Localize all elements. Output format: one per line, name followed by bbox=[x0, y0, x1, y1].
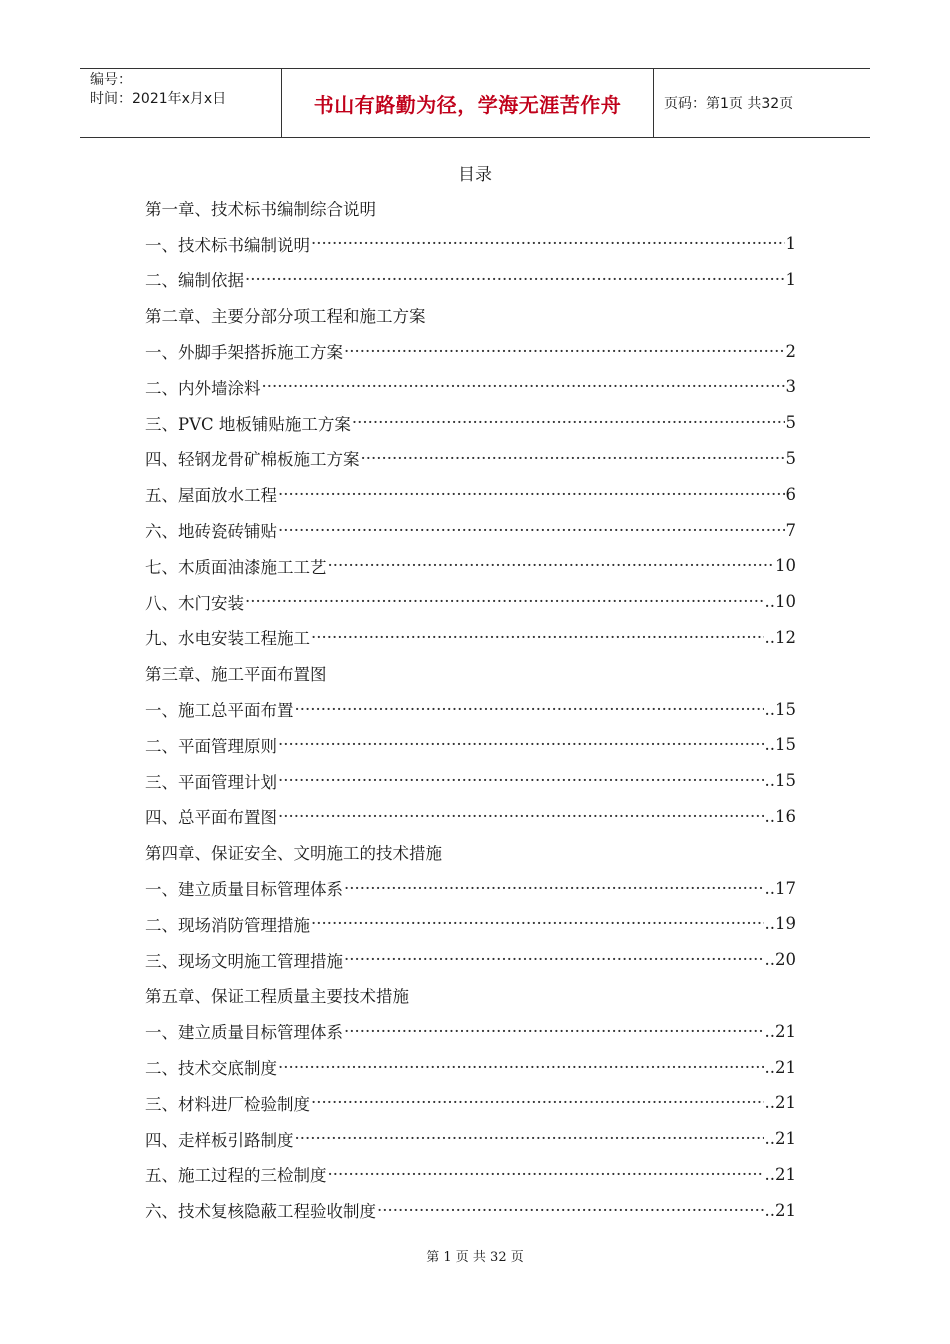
toc-leader-dots bbox=[245, 270, 785, 289]
toc-entry-page: ..19 bbox=[764, 914, 796, 934]
toc-entry-label: 一、技术标书编制说明 bbox=[145, 235, 310, 255]
toc-entry-label: 八、木门安装 bbox=[145, 593, 244, 613]
toc-chapter-heading bbox=[145, 655, 796, 691]
toc-entry bbox=[145, 1085, 796, 1121]
toc-entry-label: 三、平面管理计划 bbox=[145, 772, 277, 792]
toc-leader-dots bbox=[311, 234, 785, 253]
toc-entry-page: ..20 bbox=[764, 950, 796, 970]
toc-entry-page: ..16 bbox=[764, 806, 796, 826]
toc-entry-label: 四、总平面布置图 bbox=[145, 808, 277, 828]
toc-leader-dots bbox=[377, 1201, 764, 1220]
page-footer: 第 1 页 共 32 页 bbox=[426, 1250, 524, 1265]
toc-entry bbox=[145, 727, 796, 763]
toc-leader-dots bbox=[278, 807, 764, 826]
toc-entry-page: 2 bbox=[785, 341, 796, 361]
header-page-info: 页码：第1页 共32页 bbox=[664, 96, 794, 112]
toc-entry-label: 第三章、施工平面布置图 bbox=[145, 665, 327, 685]
toc-entry bbox=[145, 1121, 796, 1157]
toc-chapter-heading bbox=[145, 190, 796, 226]
table-of-contents bbox=[145, 190, 796, 1228]
toc-entry bbox=[145, 942, 796, 978]
toc-entry-page: ..10 bbox=[764, 592, 796, 612]
toc-entry-label: 六、技术复核隐蔽工程验收制度 bbox=[145, 1202, 376, 1222]
toc-entry-page: 6 bbox=[785, 484, 796, 504]
toc-entry-label: 一、建立质量目标管理体系 bbox=[145, 1023, 343, 1043]
toc-leader-dots bbox=[344, 1022, 764, 1041]
toc-entry-label: 第一章、技术标书编制综合说明 bbox=[145, 199, 376, 219]
toc-entry-label: 七、木质面油漆施工工艺 bbox=[145, 557, 327, 577]
toc-entry bbox=[145, 405, 796, 441]
toc-entry-label: 一、外脚手架搭拆施工方案 bbox=[145, 343, 343, 363]
toc-entry-label: 九、水电安装工程施工 bbox=[145, 629, 310, 649]
toc-leader-dots bbox=[344, 950, 764, 969]
toc-entry-page: 5 bbox=[785, 448, 796, 468]
header-meta bbox=[80, 69, 282, 137]
toc-entry bbox=[145, 369, 796, 405]
toc-entry bbox=[145, 763, 796, 799]
toc-entry-label: 二、平面管理原则 bbox=[145, 736, 277, 756]
toc-entry bbox=[145, 870, 796, 906]
document-header bbox=[80, 68, 870, 138]
toc-entry bbox=[145, 1013, 796, 1049]
toc-entry-label: 第四章、保证安全、文明施工的技术措施 bbox=[145, 844, 442, 864]
toc-entry-label: 三、材料进厂检验制度 bbox=[145, 1094, 310, 1114]
toc-entry bbox=[145, 441, 796, 477]
toc-entry-label: 第二章、主要分部分项工程和施工方案 bbox=[145, 307, 426, 327]
toc-entry bbox=[145, 262, 796, 298]
toc-entry-page: 5 bbox=[785, 413, 796, 433]
toc-entry bbox=[145, 620, 796, 656]
toc-leader-dots bbox=[295, 700, 764, 719]
toc-entry bbox=[145, 476, 796, 512]
document-date: 时间：2021年x月x日 bbox=[90, 91, 227, 107]
toc-entry-page: ..21 bbox=[764, 1200, 796, 1220]
toc-entry-page: 1 bbox=[785, 269, 796, 289]
toc-leader-dots bbox=[311, 914, 764, 933]
toc-leader-dots bbox=[311, 1093, 764, 1112]
toc-chapter-heading bbox=[145, 834, 796, 870]
toc-entry-label: 五、施工过程的三检制度 bbox=[145, 1166, 327, 1186]
toc-leader-dots bbox=[328, 1165, 764, 1184]
toc-leader-dots bbox=[344, 879, 764, 898]
toc-entry-page: ..12 bbox=[764, 627, 796, 647]
toc-entry-page: ..17 bbox=[764, 878, 796, 898]
toc-entry bbox=[145, 1049, 796, 1085]
toc-entry-page: 1 bbox=[785, 234, 796, 254]
toc-leader-dots bbox=[278, 771, 764, 790]
toc-entry-label: 三、现场文明施工管理措施 bbox=[145, 951, 343, 971]
toc-entry-label: 四、轻钢龙骨矿棉板施工方案 bbox=[145, 450, 360, 470]
toc-entry bbox=[145, 512, 796, 548]
toc-entry-page: ..21 bbox=[764, 1129, 796, 1149]
toc-entry bbox=[145, 1192, 796, 1228]
toc-entry-label: 二、编制依据 bbox=[145, 271, 244, 291]
toc-leader-dots bbox=[344, 342, 785, 361]
toc-entry-label: 一、施工总平面布置 bbox=[145, 701, 294, 721]
toc-leader-dots bbox=[361, 449, 785, 468]
toc-entry-label: 二、技术交底制度 bbox=[145, 1059, 277, 1079]
toc-entry bbox=[145, 226, 796, 262]
toc-leader-dots bbox=[278, 485, 785, 504]
toc-entry-label: 四、走样板引路制度 bbox=[145, 1130, 294, 1150]
toc-leader-dots bbox=[278, 521, 785, 540]
toc-leader-dots bbox=[295, 1129, 764, 1148]
toc-leader-dots bbox=[311, 628, 764, 647]
toc-entry-page: ..21 bbox=[764, 1057, 796, 1077]
toc-entry bbox=[145, 799, 796, 835]
toc-leader-dots bbox=[245, 592, 764, 611]
toc-leader-dots bbox=[328, 556, 775, 575]
toc-leader-dots bbox=[352, 413, 785, 432]
toc-title: 目录 bbox=[458, 165, 492, 185]
header-motto: 书山有路勤为径，学海无涯苦作舟 bbox=[282, 69, 654, 137]
toc-entry bbox=[145, 906, 796, 942]
toc-entry-label: 六、地砖瓷砖铺贴 bbox=[145, 522, 277, 542]
toc-entry-page: ..15 bbox=[764, 699, 796, 719]
toc-entry-label: 一、建立质量目标管理体系 bbox=[145, 880, 343, 900]
toc-entry-label: 五、屋面放水工程 bbox=[145, 486, 277, 506]
toc-entry-page: 3 bbox=[785, 377, 796, 397]
toc-entry-page: 7 bbox=[785, 520, 796, 540]
toc-entry bbox=[145, 548, 796, 584]
toc-entry-label: 三、PVC 地板铺贴施工方案 bbox=[145, 414, 351, 434]
toc-entry bbox=[145, 691, 796, 727]
toc-entry-page: ..21 bbox=[764, 1093, 796, 1113]
toc-entry bbox=[145, 333, 796, 369]
toc-entry-page: ..15 bbox=[764, 735, 796, 755]
toc-entry-label: 二、内外墙涂料 bbox=[145, 378, 261, 398]
toc-entry-label: 二、现场消防管理措施 bbox=[145, 915, 310, 935]
toc-leader-dots bbox=[278, 1058, 764, 1077]
toc-entry-label: 第五章、保证工程质量主要技术措施 bbox=[145, 987, 409, 1007]
toc-entry bbox=[145, 584, 796, 620]
toc-chapter-heading bbox=[145, 297, 796, 333]
toc-chapter-heading bbox=[145, 978, 796, 1014]
toc-entry-page: 10 bbox=[775, 556, 796, 576]
toc-leader-dots bbox=[262, 377, 785, 396]
toc-entry-page: ..21 bbox=[764, 1021, 796, 1041]
toc-entry-page: ..15 bbox=[764, 771, 796, 791]
toc-entry-page: ..21 bbox=[764, 1164, 796, 1184]
document-number-label: 编号： bbox=[90, 72, 132, 88]
toc-leader-dots bbox=[278, 735, 764, 754]
toc-entry bbox=[145, 1157, 796, 1193]
